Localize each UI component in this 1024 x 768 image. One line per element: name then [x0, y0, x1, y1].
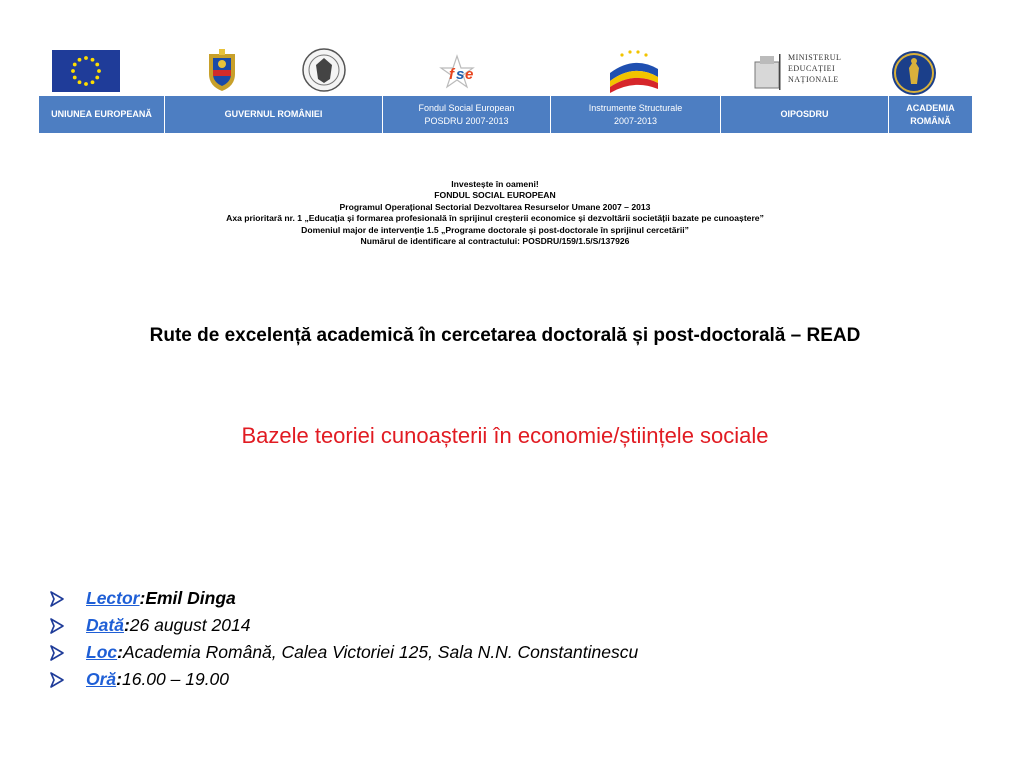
eu-flag-logo	[52, 50, 120, 92]
project-title: Rute de excelență academică în cercetarea doctorală și post-doctorală – READ	[149, 325, 861, 346]
arrow-bullet-icon	[50, 591, 64, 607]
eu-star-icon	[84, 82, 88, 86]
romania-coat-of-arms-logo	[205, 48, 239, 92]
heading-line: Investește în oameni!	[451, 179, 539, 189]
arrow-bullet-icon	[50, 645, 64, 661]
eu-star-icon	[73, 76, 77, 80]
government-seal-logo	[302, 47, 346, 93]
heading-line: Domeniul major de intervenție 1.5 „Programe doctorale și post-doctorale în sprijinul cercetării”	[301, 224, 689, 235]
eu-star-icon	[71, 69, 75, 73]
eu-star-icon	[95, 76, 99, 80]
partner-cell-academy: ACADEMIA ROMÂNĂ	[889, 96, 972, 133]
detail-location	[50, 639, 950, 666]
partner-cell-oiposdru: OIPOSDRU	[721, 96, 889, 133]
detail-label: Oră	[86, 669, 117, 689]
detail-separator: :	[139, 588, 146, 608]
partner-cell-fse: Fondul Social European POSDRU 2007-2013	[383, 96, 551, 133]
partner-cell-eu: UNIUNEA EUROPEANĂ	[39, 96, 165, 133]
eu-star-icon	[73, 63, 77, 67]
detail-label: Loc	[86, 642, 118, 662]
structural-instruments-logo	[606, 47, 662, 93]
heading-line: Programul Operațional Sectorial Dezvoltarea Resurselor Umane 2007 – 2013	[339, 201, 651, 212]
fse-logo	[437, 52, 493, 92]
ministry-text: MINISTERUL EDUCAȚIEI NAȚIONALE	[788, 53, 842, 84]
detail-time	[50, 666, 950, 693]
eu-star-icon	[78, 58, 82, 62]
detail-value: Academia Română, Calea Victoriei 125, Sala N.N. Constantinescu	[122, 642, 639, 662]
eu-star-icon	[91, 58, 95, 62]
eu-star-icon	[78, 80, 82, 84]
svg-text:f: f	[449, 66, 454, 83]
eu-star-icon	[84, 56, 88, 60]
detail-separator: :	[117, 642, 123, 662]
eu-star-icon	[91, 80, 95, 84]
detail-value: Emil Dinga	[145, 588, 236, 608]
heading-line: Numărul de identificare al contractului: POSDRU/159/1.5/S/137926	[360, 236, 630, 247]
course-title: Bazele teoriei cunoașterii în economie/științele sociale	[241, 423, 769, 448]
programme-heading	[100, 179, 890, 247]
detail-separator: :	[123, 615, 130, 635]
romanian-academy-logo	[891, 50, 937, 96]
detail-date	[50, 612, 950, 639]
arrow-bullet-icon	[50, 618, 64, 634]
detail-lector	[50, 585, 950, 612]
ministry-education-logo	[752, 52, 842, 92]
svg-text:e: e	[465, 66, 474, 83]
event-details	[50, 585, 950, 693]
partner-bar	[39, 96, 972, 133]
eu-star-icon	[97, 69, 101, 73]
detail-label: Dată	[86, 615, 124, 635]
heading-line: FONDUL SOCIAL EUROPEAN	[434, 190, 556, 201]
detail-value: 26 august 2014	[129, 615, 251, 635]
partner-cell-structural-instruments: Instrumente Structurale 2007-2013	[551, 96, 721, 133]
detail-label: Lector	[86, 588, 140, 608]
svg-text:s: s	[456, 66, 465, 83]
detail-value: 16.00 – 19.00	[121, 669, 230, 689]
ministry-emblem-icon	[752, 52, 782, 92]
detail-separator: :	[116, 669, 122, 689]
partner-cell-government: GUVERNUL ROMÂNIEI	[165, 96, 383, 133]
eu-star-icon	[95, 63, 99, 67]
heading-line: Axa prioritară nr. 1 „Educația și formarea profesională în sprijinul creșterii economice și dezvoltării societății bazate pe cunoaștere”	[226, 213, 764, 224]
arrow-bullet-icon	[50, 672, 64, 688]
